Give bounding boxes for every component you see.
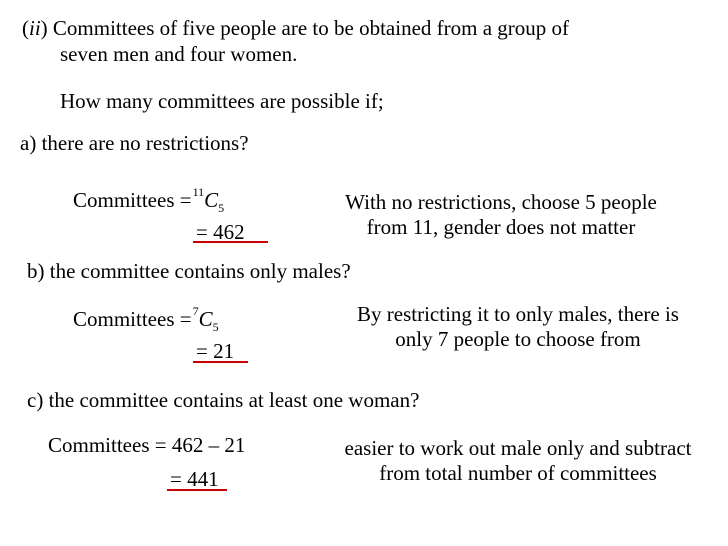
statement-text: Committees of five people are to be obtained from a group of [47, 16, 570, 40]
combination-n: 11 [192, 185, 205, 199]
note-c [312, 436, 724, 486]
problem-statement-line1: (ii) Committees of five people are to be obtained from a group of [22, 16, 570, 40]
combination-symbol: C [198, 307, 213, 331]
equation-c: Committees = 462 – 21 [48, 433, 246, 457]
part-label: ii [29, 16, 41, 40]
equation-b [73, 304, 219, 334]
note-c-line1: easier to work out male only and subtract [344, 436, 692, 460]
result-b-underline [193, 361, 248, 363]
combination-n: 7 [192, 304, 199, 318]
combination-symbol: C [204, 188, 219, 212]
note-a-line1: With no restrictions, choose 5 people [345, 190, 657, 214]
question-c: c) the committee contains at least one woman? [27, 388, 420, 412]
result-c-underline [167, 489, 227, 491]
problem-question: How many committees are possible if; [60, 89, 384, 113]
note-a-line2: from 11, gender does not matter [366, 215, 636, 239]
equation-a [73, 185, 225, 215]
eq-sign: = [179, 188, 192, 212]
result-a-underline [193, 241, 268, 243]
note-c-line2: from total number of committees [379, 461, 657, 485]
eq-sign: = [179, 307, 192, 331]
question-a: a) there are no restrictions? [20, 131, 249, 155]
question-b: b) the committee contains only males? [27, 259, 351, 283]
note-a [316, 190, 686, 240]
problem-statement-line2: seven men and four women. [60, 42, 298, 66]
result-a: = 462 [196, 220, 245, 244]
note-b-line1: By restricting it to only males, there is [357, 302, 679, 326]
eq-label: Committees [73, 188, 175, 212]
result-b: = 21 [196, 339, 235, 363]
result-c: = 441 [170, 467, 219, 491]
combination-r: 5 [218, 201, 225, 215]
note-b-line2: only 7 people to choose from [395, 327, 641, 351]
eq-label: Committees [73, 307, 175, 331]
note-b [328, 302, 708, 352]
combination-r: 5 [212, 320, 219, 334]
